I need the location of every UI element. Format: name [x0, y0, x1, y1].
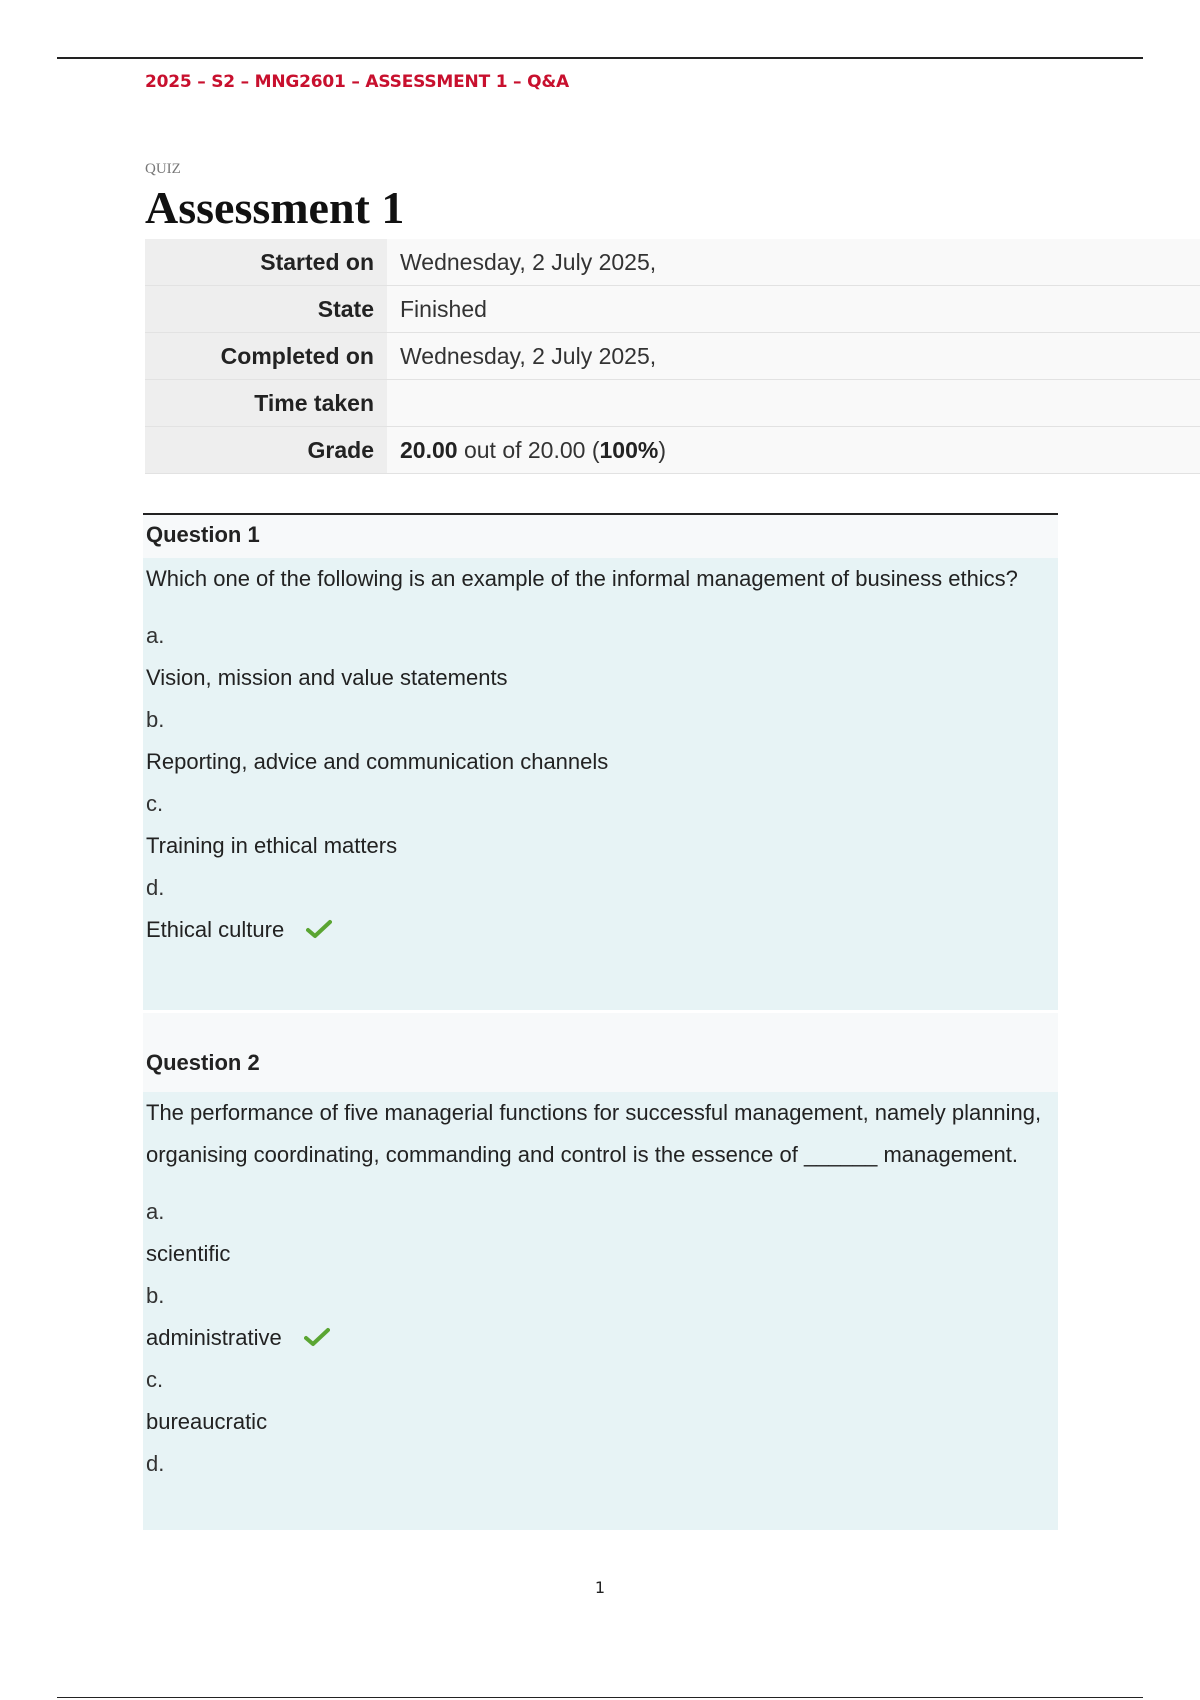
- answer-option[interactable]: [146, 1444, 1043, 1484]
- summary-row-state: [145, 286, 1200, 333]
- grade-out-of: out of 20.00 (: [457, 436, 600, 463]
- question-text: The performance of five managerial functions for successful management, namely planning, organising coordinating, commanding and control is the essence of ______ management.: [146, 1100, 1042, 1167]
- grade-close: ): [658, 436, 666, 463]
- option-text: scientific: [146, 1241, 231, 1266]
- option-letter: d.: [146, 1451, 165, 1476]
- answer-option-correct[interactable]: [146, 1276, 1043, 1360]
- answer-option[interactable]: [146, 784, 1043, 868]
- quiz-label: QUIZ: [145, 161, 181, 177]
- option-letter: c.: [146, 791, 164, 816]
- grade-percent: 100%: [599, 436, 659, 463]
- answer-option[interactable]: [146, 616, 1043, 700]
- summary-value: Finished: [387, 286, 1200, 333]
- question-body: [143, 1092, 1058, 1530]
- check-icon: [306, 919, 332, 939]
- page-title: Assessment 1: [145, 182, 405, 233]
- question-heading: Question 2: [143, 1013, 1058, 1092]
- document-header: 2025 – S2 – MNG2601 – ASSESSMENT 1 – Q&A: [145, 72, 569, 92]
- question-text: Which one of the following is an example of the informal management of business ethics?: [146, 566, 1018, 591]
- option-letter: a.: [146, 1199, 165, 1224]
- top-rule: [57, 57, 1143, 59]
- option-text: Ethical culture: [146, 917, 285, 942]
- option-text: Training in ethical matters: [146, 833, 398, 858]
- answer-option[interactable]: [146, 1192, 1043, 1276]
- option-letter: c.: [146, 1367, 164, 1392]
- option-text: bureaucratic: [146, 1409, 268, 1434]
- answer-options: [146, 616, 1043, 952]
- summary-label: State: [145, 286, 387, 333]
- option-letter: b.: [146, 707, 165, 732]
- bottom-rule: [57, 1697, 1143, 1698]
- summary-value: Wednesday, 2 July 2025,: [387, 333, 1200, 380]
- answer-option[interactable]: [146, 700, 1043, 784]
- option-text: administrative: [146, 1325, 282, 1350]
- page-number: 1: [594, 1578, 606, 1597]
- grade-score: 20.00: [400, 436, 458, 463]
- summary-label: Time taken: [145, 380, 387, 427]
- summary-value: Wednesday, 2 July 2025,: [387, 239, 1200, 286]
- question-heading: Question 1: [143, 515, 1058, 558]
- summary-label: Completed on: [145, 333, 387, 380]
- question-2: [143, 1013, 1058, 1530]
- option-text: Reporting, advice and communication channels: [146, 749, 609, 774]
- answer-option[interactable]: [146, 1360, 1043, 1444]
- option-letter: d.: [146, 875, 165, 900]
- answer-option-correct[interactable]: [146, 868, 1043, 952]
- question-body: [143, 558, 1058, 1010]
- option-text: Vision, mission and value statements: [146, 665, 508, 690]
- answer-options: [146, 1192, 1043, 1484]
- option-letter: b.: [146, 1283, 165, 1308]
- check-icon: [304, 1327, 330, 1347]
- attempt-summary-table: [145, 239, 1200, 474]
- summary-value: [387, 427, 1200, 474]
- option-text-row: [146, 1316, 1043, 1360]
- summary-row-started: [145, 239, 1200, 286]
- option-text-row: [146, 908, 1043, 952]
- question-1: [143, 515, 1058, 1010]
- summary-label: Started on: [145, 239, 387, 286]
- summary-row-completed: [145, 333, 1200, 380]
- summary-label: Grade: [145, 427, 387, 474]
- summary-row-time-taken: [145, 380, 1200, 427]
- summary-value: [387, 380, 1200, 427]
- summary-row-grade: [145, 427, 1200, 474]
- option-letter: a.: [146, 623, 165, 648]
